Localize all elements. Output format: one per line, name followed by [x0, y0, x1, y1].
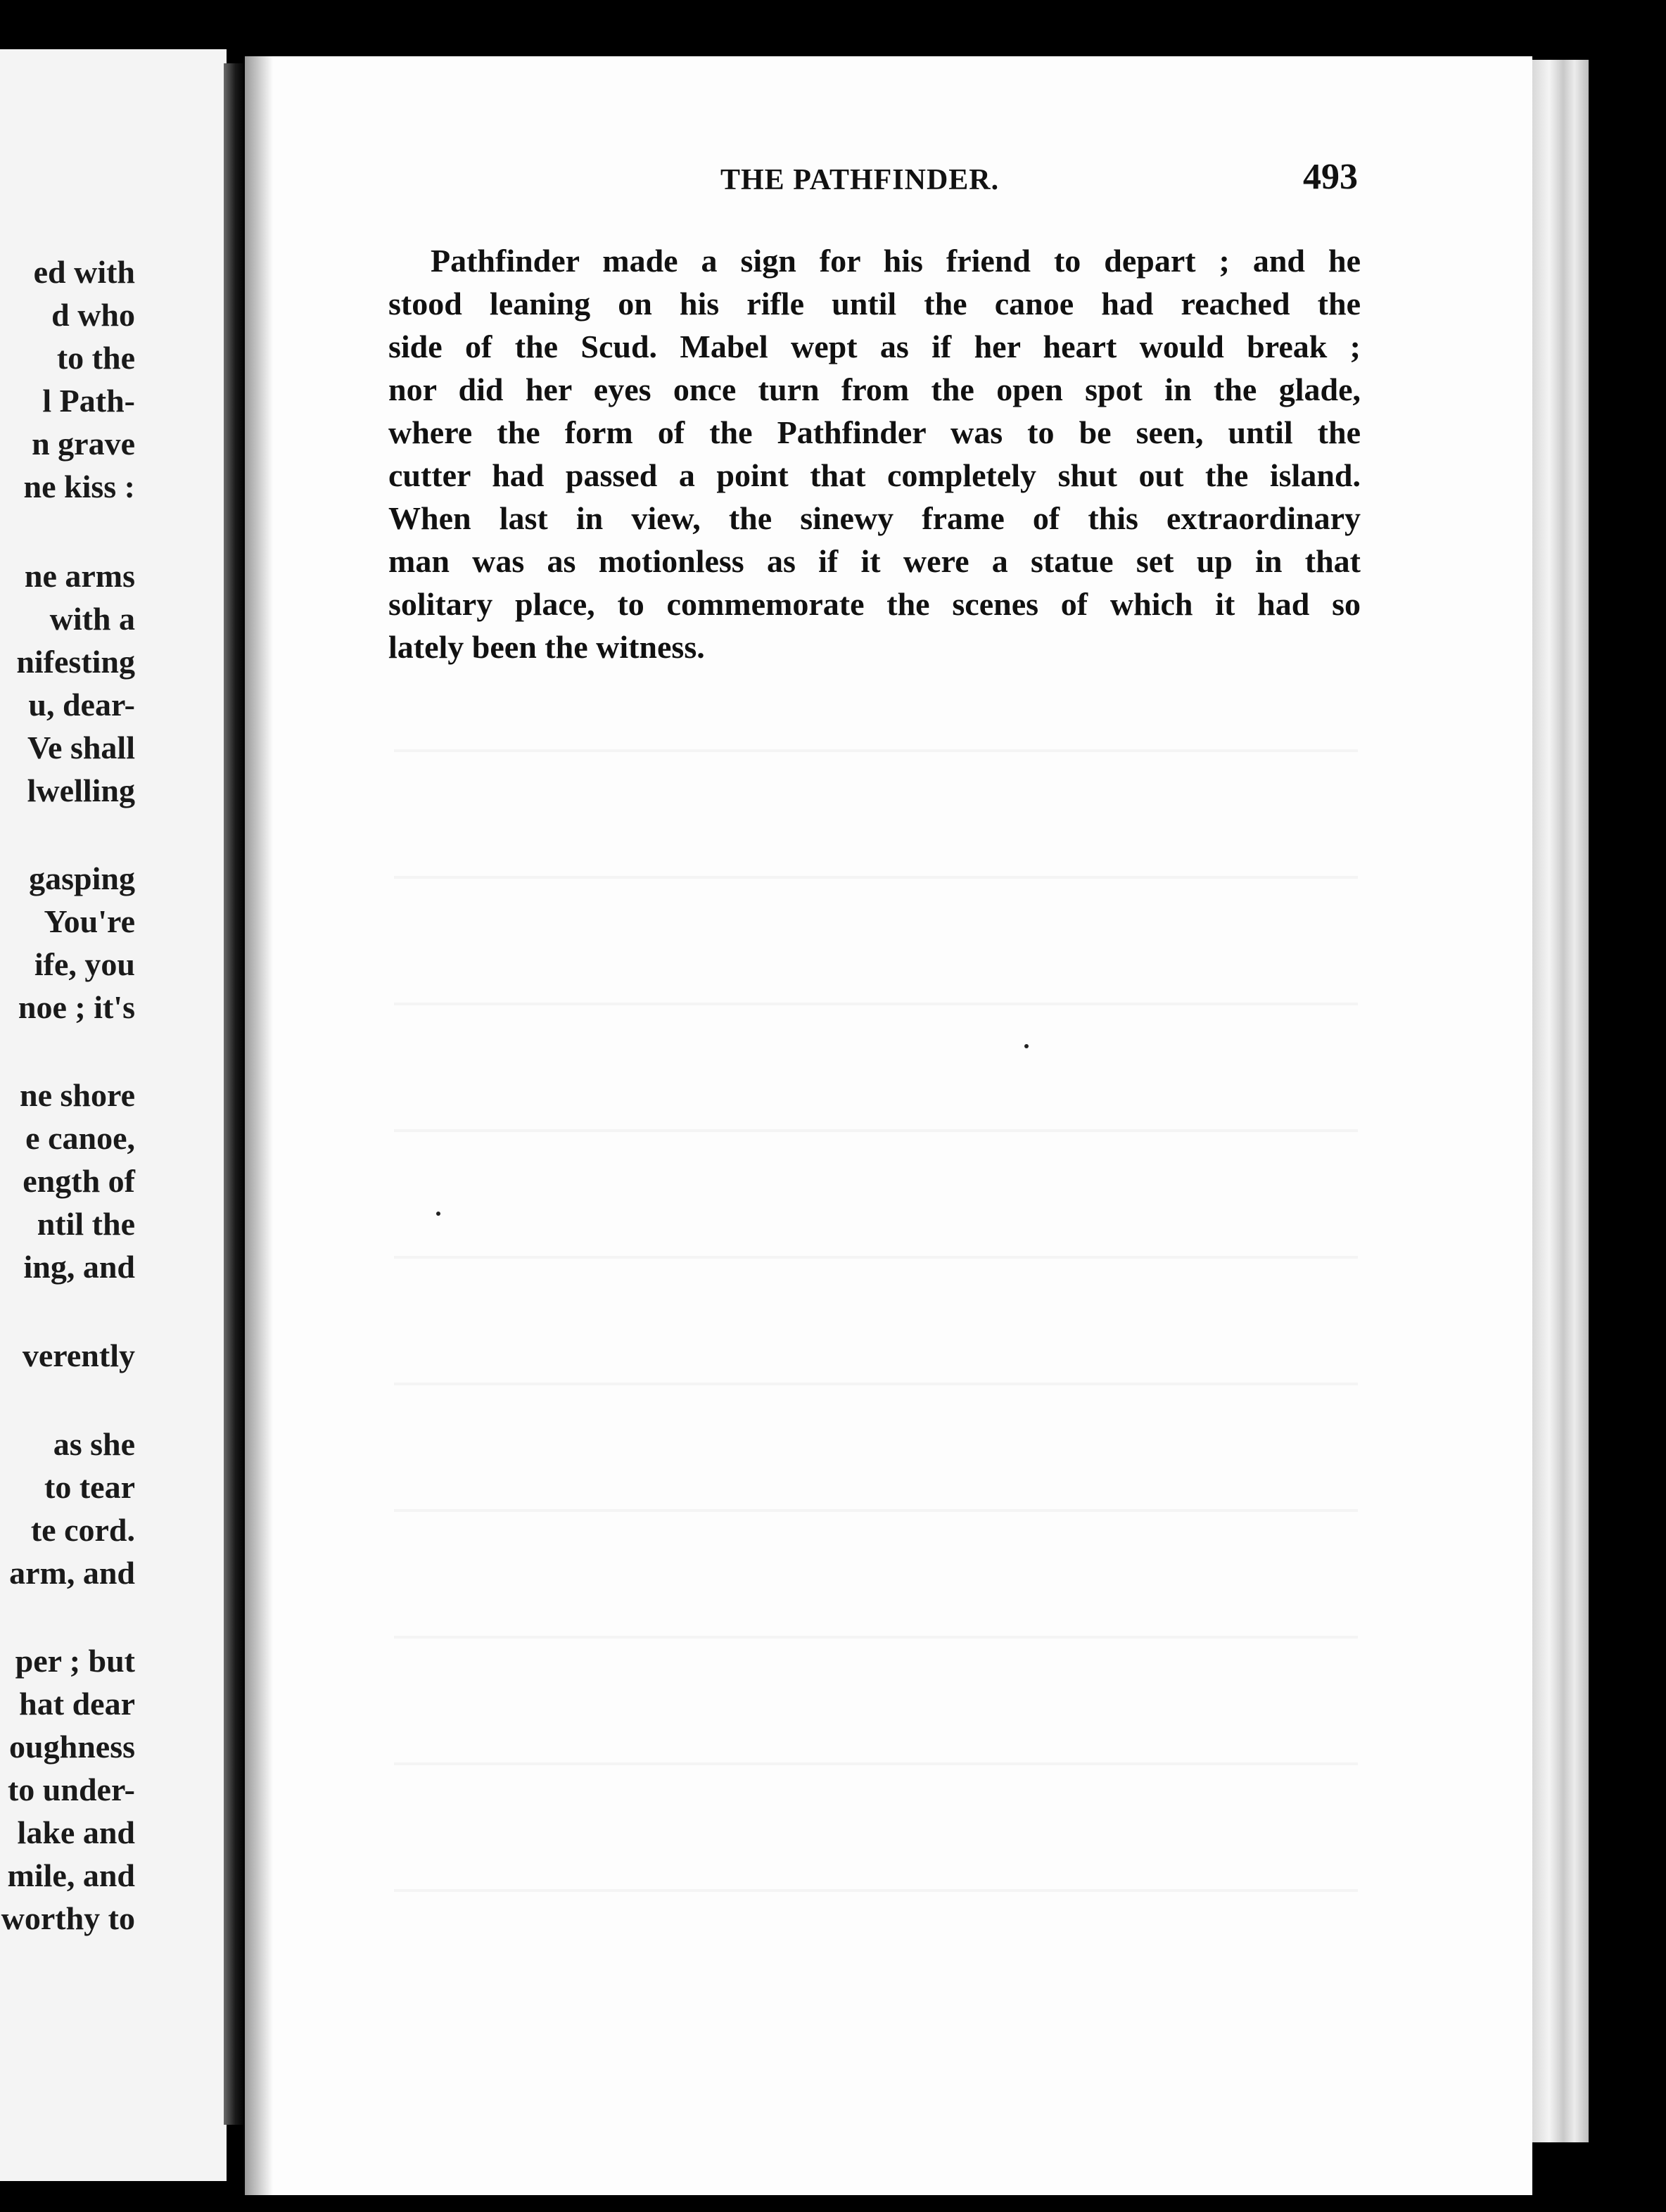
left-line: ife, you — [34, 946, 135, 982]
left-line: noe ; it's — [18, 989, 135, 1025]
left-line: nifesting — [16, 644, 135, 680]
left-line: hat dear — [19, 1686, 135, 1722]
left-line: ne shore — [20, 1077, 135, 1113]
left-line: worthy to — [1, 1900, 135, 1936]
left-line: ing, and — [23, 1249, 135, 1285]
book-gutter — [224, 63, 245, 2125]
show-through — [394, 1509, 1358, 1512]
left-line: You're — [44, 903, 135, 939]
text-line: stood leaning on his rifle until the canoe had reached the — [388, 286, 1361, 322]
left-line: as she — [53, 1426, 135, 1462]
left-line: with a — [49, 601, 135, 637]
left-page — [0, 49, 227, 2181]
dust-speck — [436, 1212, 440, 1216]
left-line: l Path- — [42, 383, 135, 419]
text-line: When last in view, the sinewy frame of this extraordinary — [388, 500, 1361, 536]
left-line: to under- — [7, 1772, 135, 1807]
left-line: oughness — [9, 1729, 135, 1765]
show-through — [394, 1762, 1358, 1765]
text-line: lately been the witness. — [388, 629, 705, 665]
page-number: 493 — [1303, 157, 1358, 197]
show-through — [394, 1003, 1358, 1005]
page-curl-shadow — [245, 56, 273, 2195]
left-line: ed with — [33, 254, 135, 290]
text-line: side of the Scud. Mabel wept as if her heart would break ; — [388, 329, 1361, 364]
left-line: ne arms — [24, 558, 135, 594]
left-line: verently — [22, 1337, 135, 1373]
running-head: THE PATHFINDER. — [720, 164, 1000, 196]
show-through — [394, 1382, 1358, 1385]
left-line: u, dear- — [28, 687, 135, 723]
show-through — [394, 1636, 1358, 1639]
dust-speck — [1024, 1044, 1029, 1048]
left-line: Ve shall — [27, 730, 135, 765]
left-line: lwelling — [27, 773, 135, 808]
text-line: man was as motionless as if it were a statue set up in that — [388, 543, 1361, 579]
text-line: Pathfinder made a sign for his friend to depart ; and he — [431, 243, 1361, 279]
left-line: e canoe, — [25, 1120, 135, 1156]
left-line: to the — [56, 340, 135, 376]
left-line: ntil the — [37, 1206, 135, 1242]
left-line: ength of — [23, 1163, 135, 1199]
left-line: mile, and — [7, 1857, 135, 1893]
left-line: te cord. — [30, 1512, 135, 1548]
left-line: to tear — [44, 1469, 135, 1505]
left-line: n grave — [32, 426, 135, 462]
show-through — [394, 1256, 1358, 1259]
left-line: d who — [51, 297, 135, 333]
left-line: lake and — [17, 1814, 135, 1850]
left-line: ne kiss : — [23, 469, 135, 504]
text-line: where the form of the Pathfinder was to be seen, until the — [388, 414, 1361, 450]
page-edges — [1532, 60, 1589, 2142]
text-line: cutter had passed a point that completely shut out the island. — [388, 457, 1361, 493]
left-line: arm, and — [9, 1555, 135, 1591]
show-through — [394, 1889, 1358, 1892]
left-line: gasping — [29, 860, 135, 896]
left-line: per ; but — [15, 1643, 135, 1679]
show-through — [394, 749, 1358, 752]
show-through — [394, 1129, 1358, 1132]
text-line: solitary place, to commemorate the scenes of which it had so — [388, 586, 1361, 622]
show-through — [394, 876, 1358, 879]
text-line: nor did her eyes once turn from the open spot in the glade, — [388, 371, 1361, 407]
